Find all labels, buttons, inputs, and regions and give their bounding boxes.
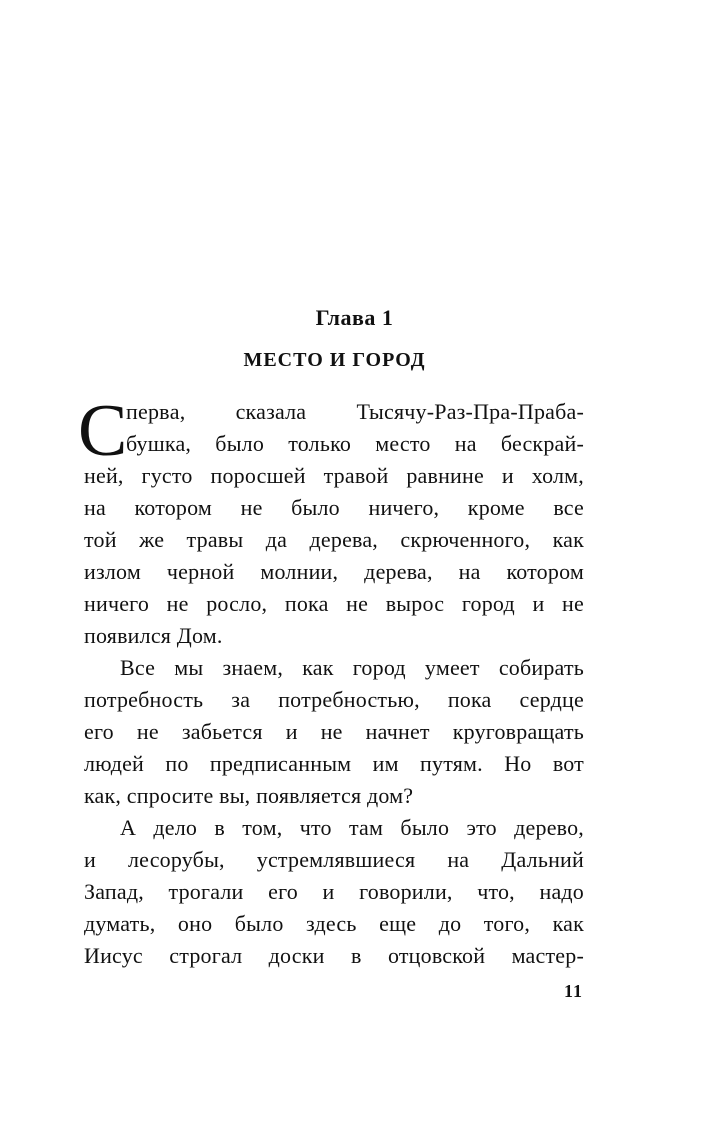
text-line: и лесорубы, устремлявшиеся на Дальний	[84, 847, 584, 872]
chapter-title: МЕСТО И ГОРОД	[243, 349, 426, 371]
text-line: Запад, трогали его и говорили, что, надо	[84, 879, 584, 904]
text-line: появился Дом.	[84, 623, 223, 648]
text-line: бушка, было только место на бескрай-	[126, 431, 584, 456]
page-number: 11	[563, 981, 583, 1001]
text-line: как, спросите вы, появляется дом?	[84, 783, 414, 808]
text-line: на котором не было ничего, кроме все	[84, 495, 584, 520]
text-line: людей по предписанным им путям. Но вот	[84, 751, 584, 776]
text-line: его не забьется и не начнет круговращать	[84, 719, 584, 744]
text-line: первa, сказала Тысячу-Раз-Пра-Праба-	[126, 399, 584, 424]
text-line: ничего не росло, пока не вырос город и не	[84, 591, 584, 616]
text-line: Иисус строгал доски в отцовской мастер-	[84, 943, 584, 968]
drop-cap: С	[78, 390, 128, 472]
text-line: ней, густо поросшей травой равнине и холм,	[84, 463, 584, 488]
text-line: той же травы да дерева, скрюченного, как	[84, 527, 584, 552]
text-line: Все мы знаем, как город умеет собирать	[120, 655, 584, 680]
text-line: А дело в том, что там было это дерево,	[120, 815, 584, 840]
text-line: думать, оно было здесь еще до того, как	[84, 911, 584, 936]
body-text	[78, 390, 584, 972]
chapter-number: Глава 1	[315, 305, 394, 330]
text-line: потребность за потребностью, пока сердце	[84, 687, 584, 712]
text-line: излом черной молнии, дерева, на котором	[84, 559, 584, 584]
